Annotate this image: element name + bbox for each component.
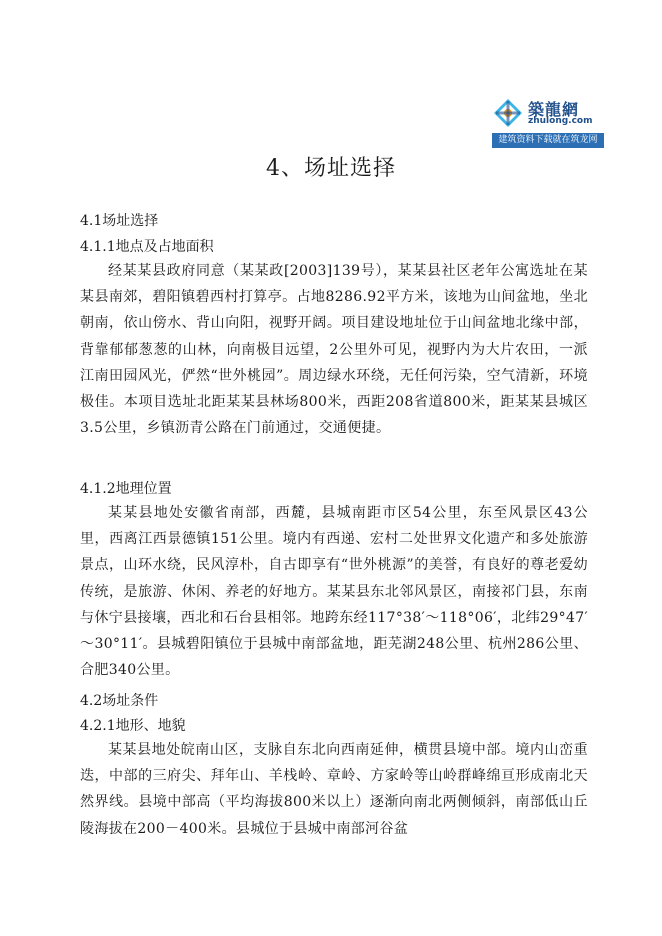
paragraph-location: 经某某县政府同意（某某政[2003]139号），某某县社区老年公寓选址在某某县南郊，碧阳镇碧西村打算亭。占地8286.92平方米，该地为山间盆地，坐北朝南，依山傍水、背山向阳，视野开阔。项目建设地址位于山间盆地北缘中部，背靠郁郁葱葱的山林，向南极目远望，2公里外可见，视野内为大片农田，一派江南田园风光，俨然“世外桃园”。周边绿水环绕，无任何污染，空气清新，环境极佳。本项目选址北距某某县林场800米，西距208省道800米，距某某县城区3.5公里，乡镇沥青公路在门前通过，交通便捷。 [80, 263, 588, 437]
logo-brand-name: 築龍網 [528, 100, 580, 119]
heading-4-1: 4.1场址选择 [80, 213, 159, 229]
zhulong-logo[interactable] [492, 95, 604, 151]
heading-4-1-1: 4.1.1地点及占地面积 [80, 239, 214, 255]
heading-4-2: 4.2场址条件 [80, 693, 159, 709]
logo-url: zhulong.com [528, 116, 593, 126]
zhulong-logo-mark-icon [492, 97, 524, 129]
page-title: 4、场址选择 [266, 156, 396, 181]
paragraph-terrain: 某某县地处皖南山区，支脉自东北向西南延伸，横贯县境中部。境内山峦重迭，中部的三府尖、拜年山、羊栈岭、章岭、方家岭等山岭群峰绵亘形成南北天然界线。县境中部高（平均海拔800米以上）逐渐向南北两侧倾斜，南部低山丘陵海拔在200－400米。县城位于县城中南部河谷盆 [80, 742, 588, 837]
heading-4-1-2: 4.1.2地理位置 [80, 481, 172, 497]
heading-4-2-1: 4.2.1地形、地貌 [80, 718, 186, 734]
logo-banner: 建筑资料下载就在筑龙网 [492, 133, 604, 148]
paragraph-geography: 某某县地处安徽省南部，西麓，县城南距市区54公里，东至风景区43公里，西离江西景德镇151公里。境内有西递、宏村二处世界文化遗产和多处旅游景点，山环水绕，民风淳朴，自古即享有“世外桃源”的美誉，有良好的尊老爱幼传统，是旅游、休闲、养老的好地方。某某县东北邻风景区，南接祁门县，东南与休宁县接壤，西北和石台县相邻。地跨东经117°38′～118°06′，北纬29°47′～30°11′。县城碧阳镇位于县城中南部盆地，距芜湖248公里、杭州286公里、合肥340公里。 [80, 505, 588, 679]
